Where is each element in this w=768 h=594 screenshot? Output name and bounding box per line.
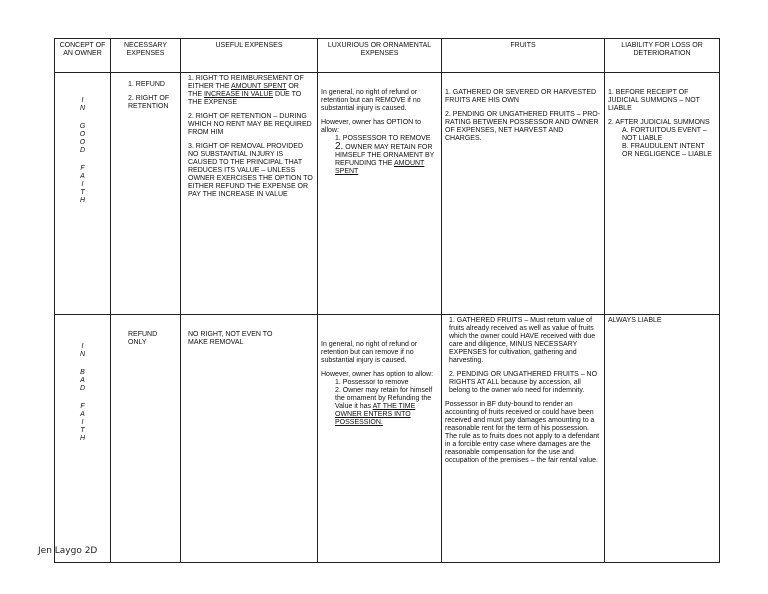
- bad-fruits-p1: Possessor in BF duty-bound to render an accounting of fruits received or could have been received and must pay damages amounting to a reasonable rent for the term of his possession.: [445, 401, 595, 432]
- bad-fruits-2: 2. PENDING OR UNGATHERED FRUITS – NO RIGHTS AT ALL because by accession, all belong to the owner w/o need for indemnity.: [449, 371, 598, 394]
- good-necessary-1: 1. REFUND: [128, 81, 165, 88]
- good-luxurious-o1: 1. POSSESSOR TO REMOVE: [335, 135, 431, 142]
- good-fruits-cell: [442, 73, 605, 315]
- letter: A: [80, 377, 85, 384]
- letter: D: [79, 147, 86, 154]
- header-luxurious: LUXURIOUS OR ORNAMENTAL EXPENSES: [318, 39, 442, 73]
- good-useful-1: 1. RIGHT TO REIMBURSEMENT OF EITHER THE AMOUNT SPENT OR THE INCREASE IN VALUE DUE TO THE EXPENSE: [188, 75, 304, 106]
- letter: T: [80, 427, 85, 434]
- letter: F: [80, 403, 85, 410]
- bad-fruits-cell: [442, 315, 605, 563]
- letter: I: [81, 419, 84, 426]
- letter: A: [80, 411, 85, 418]
- footer-author: Jen Laygo 2D: [38, 546, 98, 556]
- bad-useful-cell: [181, 315, 318, 563]
- letter: H: [79, 435, 86, 442]
- good-necessary-2: 2. RIGHT OF RETENTION: [128, 95, 170, 110]
- good-faith-row: [55, 73, 720, 315]
- good-liability-b: B. FRAUDULENT INTENT OR NEGLIGENCE – LIABLE: [622, 143, 712, 158]
- good-liability-1: 1. BEFORE RECEIPT OF JUDICIAL SUMMONS – NOT LIABLE: [608, 89, 700, 112]
- good-fruits-1: 1. GATHERED OR SEVERED OR HARVESTED FRUITS ARE HIS OWN: [445, 89, 597, 104]
- good-useful-3: 3. RIGHT OF REMOVAL PROVIDED NO SUBSTANTIAL INJURY IS CAUSED TO THE PRINCIPAL THAT REDUCES ITS VALUE – UNLESS OWNER EXERCISES THE OPTION TO EITHER REFUND THE EXPENSE OR PAY THE INCREASE IN VALUE: [188, 143, 313, 198]
- good-necessary-cell: [111, 73, 181, 315]
- letter: N: [79, 351, 86, 358]
- bad-necessary: REFUND ONLY: [128, 331, 158, 346]
- good-luxurious-p2: However, owner has OPTION to allow:: [321, 119, 421, 134]
- comparison-table: [54, 38, 720, 563]
- letter: I: [81, 343, 84, 350]
- header-row: [55, 39, 720, 73]
- letter: G: [79, 123, 86, 130]
- header-liability: LIABILITY FOR LOSS OR DETERIORATION: [605, 39, 720, 73]
- letter: T: [80, 189, 85, 196]
- bad-liability: ALWAYS LIABLE: [608, 317, 662, 324]
- letter: I: [81, 97, 84, 104]
- bad-necessary-cell: [111, 315, 181, 563]
- good-luxurious-cell: [318, 73, 442, 315]
- good-liability-2: 2. AFTER JUDICIAL SUMMONS: [608, 119, 710, 126]
- bad-liability-cell: [605, 315, 720, 563]
- letter: O: [79, 131, 86, 138]
- bad-luxurious-o2: 2. Owner may retain for himself the ornament by Refunding the Value it has AT THE TIME OWNER ENTERS INTO POSSESSION.: [335, 387, 433, 426]
- header-fruits: FRUITS: [442, 39, 605, 73]
- bad-faith-label: [55, 315, 111, 563]
- good-useful-2: 2. RIGHT OF RETENTION – DURING WHICH NO RENT MAY BE REQUIRED FROM HIM: [188, 113, 312, 136]
- letter: F: [80, 165, 85, 172]
- letter: D: [79, 385, 86, 392]
- header-concept: CONCEPT OF AN OWNER: [55, 39, 111, 73]
- good-faith-label: [55, 73, 111, 315]
- letter: I: [81, 181, 84, 188]
- bad-useful: NO RIGHT, NOT EVEN TO MAKE REMOVAL: [188, 331, 273, 346]
- bad-luxurious-o1: 1. Possessor to remove: [335, 379, 409, 386]
- letter: H: [79, 197, 86, 204]
- bad-luxurious-p2: However, owner has option to allow:: [321, 371, 434, 378]
- bad-faith-row: [55, 315, 720, 563]
- bad-luxurious-p1: In general, no right of refund or retention but can remove if no substantial injury is caused.: [321, 341, 418, 364]
- letter: B: [80, 369, 85, 376]
- good-liability-cell: [605, 73, 720, 315]
- good-luxurious-p1: In general, no right of refund or retention but can REMOVE if no substantial injury is caused.: [321, 89, 421, 112]
- good-liability-a: A. FORTUITOUS EVENT – NOT LIABLE: [622, 127, 707, 142]
- bad-luxurious-cell: [318, 315, 442, 563]
- good-luxurious-o2: 2. OWNER MAY RETAIN FOR HIMSELF THE ORNAMENT BY REFUNDING THE AMOUNT SPENT: [335, 141, 435, 175]
- bad-fruits-p2: The rule as to fruits does not apply to a defendant in a forcible entry case where damages are the reasonable compensation for the use and occupation of the premises – the fair rental value.: [445, 433, 600, 464]
- good-useful-cell: [181, 73, 318, 315]
- header-useful: USEFUL EXPENSES: [181, 39, 318, 73]
- header-necessary: NECESSARY EXPENSES: [111, 39, 181, 73]
- letter: N: [79, 105, 86, 112]
- bad-fruits-1: 1. GATHERED FRUITS – Must return value of fruits already received as well as value of fruits which the owner could HAVE received with due care and diligence, MINUS NECESSARY EXPENSES for cultivation, gathering and harvesting.: [449, 317, 596, 364]
- letter: O: [79, 139, 86, 146]
- good-fruits-2: 2. PENDING OR UNGATHERED FRUITS – PRO-RATING BETWEEN POSSESSOR AND OWNER OF EXPENSES, NET HARVEST AND CHARGES.: [445, 111, 601, 142]
- letter: A: [80, 173, 85, 180]
